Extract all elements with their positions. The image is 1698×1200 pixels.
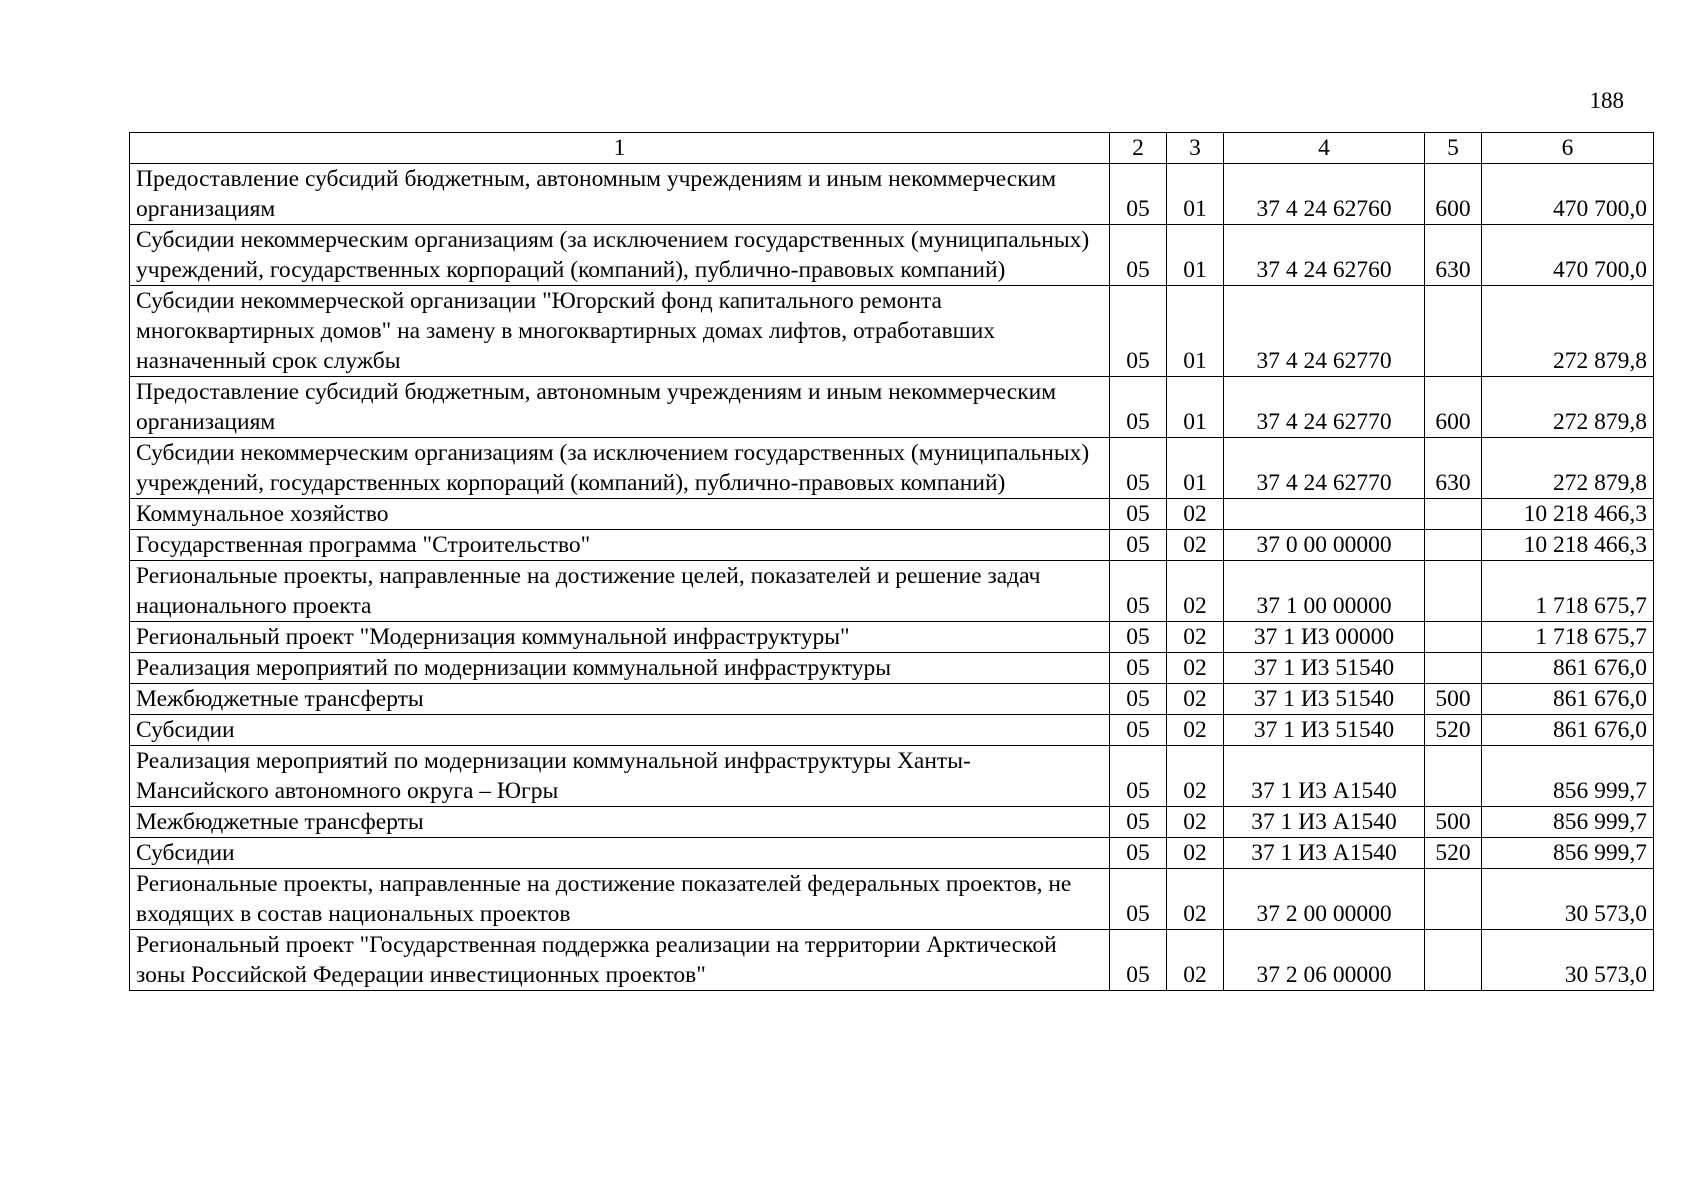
table-row xyxy=(130,653,1654,684)
row-name: Реализация мероприятий по модернизации коммунальной инфраструктуры xyxy=(130,653,1110,684)
table-row xyxy=(130,530,1654,561)
row-amount: 30 573,0 xyxy=(1482,869,1654,930)
row-expense-type xyxy=(1425,930,1482,991)
row-expense-type: 630 xyxy=(1425,438,1482,499)
row-subsection: 02 xyxy=(1167,838,1224,869)
row-amount: 470 700,0 xyxy=(1482,164,1654,225)
table-row xyxy=(130,377,1654,438)
row-subsection: 01 xyxy=(1167,225,1224,286)
row-section: 05 xyxy=(1110,684,1167,715)
row-expense-type: 520 xyxy=(1425,838,1482,869)
row-amount: 10 218 466,3 xyxy=(1482,499,1654,530)
row-subsection: 02 xyxy=(1167,622,1224,653)
row-target-article: 37 1 И3 А1540 xyxy=(1224,746,1425,807)
row-amount: 30 573,0 xyxy=(1482,930,1654,991)
row-amount: 1 718 675,7 xyxy=(1482,622,1654,653)
table-body xyxy=(130,164,1654,991)
table-row xyxy=(130,930,1654,991)
row-section: 05 xyxy=(1110,807,1167,838)
row-target-article: 37 4 24 62760 xyxy=(1224,164,1425,225)
column-header-2: 2 xyxy=(1110,133,1167,164)
row-subsection: 02 xyxy=(1167,807,1224,838)
row-subsection: 01 xyxy=(1167,286,1224,377)
row-name: Межбюджетные трансферты xyxy=(130,684,1110,715)
row-expense-type: 500 xyxy=(1425,807,1482,838)
row-expense-type xyxy=(1425,286,1482,377)
page-number: 188 xyxy=(1589,88,1624,113)
row-expense-type xyxy=(1425,530,1482,561)
row-subsection: 01 xyxy=(1167,164,1224,225)
row-name: Реализация мероприятий по модернизации коммунальной инфраструктуры Ханты-Мансийского автономного округа – Югры xyxy=(130,746,1110,807)
row-subsection: 02 xyxy=(1167,746,1224,807)
column-header-1: 1 xyxy=(130,133,1110,164)
row-name: Предоставление субсидий бюджетным, автономным учреждениям и иным некоммерческим организациям xyxy=(130,377,1110,438)
row-section: 05 xyxy=(1110,746,1167,807)
row-amount: 861 676,0 xyxy=(1482,653,1654,684)
row-subsection: 01 xyxy=(1167,377,1224,438)
row-expense-type xyxy=(1425,499,1482,530)
row-amount: 1 718 675,7 xyxy=(1482,561,1654,622)
row-expense-type xyxy=(1425,869,1482,930)
row-target-article: 37 1 И3 51540 xyxy=(1224,684,1425,715)
row-subsection: 02 xyxy=(1167,653,1224,684)
row-subsection: 01 xyxy=(1167,438,1224,499)
budget-table xyxy=(129,132,1654,991)
row-name: Субсидии xyxy=(130,838,1110,869)
row-target-article: 37 2 00 00000 xyxy=(1224,869,1425,930)
row-amount: 272 879,8 xyxy=(1482,286,1654,377)
row-amount: 856 999,7 xyxy=(1482,838,1654,869)
row-target-article: 37 4 24 62760 xyxy=(1224,225,1425,286)
row-name: Предоставление субсидий бюджетным, автономным учреждениям и иным некоммерческим организациям xyxy=(130,164,1110,225)
column-header-4: 4 xyxy=(1224,133,1425,164)
row-name: Региональные проекты, направленные на достижение целей, показателей и решение задач национального проекта xyxy=(130,561,1110,622)
row-expense-type: 600 xyxy=(1425,164,1482,225)
row-target-article: 37 1 00 00000 xyxy=(1224,561,1425,622)
table-row xyxy=(130,225,1654,286)
row-amount: 272 879,8 xyxy=(1482,438,1654,499)
row-target-article: 37 4 24 62770 xyxy=(1224,377,1425,438)
table-row xyxy=(130,622,1654,653)
row-section: 05 xyxy=(1110,653,1167,684)
row-target-article: 37 0 00 00000 xyxy=(1224,530,1425,561)
row-section: 05 xyxy=(1110,438,1167,499)
row-name: Региональный проект "Государственная поддержка реализации на территории Арктической зоны Российской Федерации инвестиционных проектов" xyxy=(130,930,1110,991)
row-target-article: 37 4 24 62770 xyxy=(1224,286,1425,377)
row-name: Государственная программа "Строительство" xyxy=(130,530,1110,561)
row-amount: 272 879,8 xyxy=(1482,377,1654,438)
table-row xyxy=(130,746,1654,807)
row-name: Региональный проект "Модернизация коммунальной инфраструктуры" xyxy=(130,622,1110,653)
column-header-6: 6 xyxy=(1482,133,1654,164)
row-section: 05 xyxy=(1110,715,1167,746)
row-name: Субсидии xyxy=(130,715,1110,746)
row-section: 05 xyxy=(1110,377,1167,438)
row-name: Субсидии некоммерческим организациям (за исключением государственных (муниципальных) учреждений, государственных корпораций (компаний), публично-правовых компаний) xyxy=(130,438,1110,499)
column-header-3: 3 xyxy=(1167,133,1224,164)
row-name: Региональные проекты, направленные на достижение показателей федеральных проектов, не входящих в состав национальных проектов xyxy=(130,869,1110,930)
row-section: 05 xyxy=(1110,838,1167,869)
row-subsection: 02 xyxy=(1167,684,1224,715)
row-target-article: 37 1 И3 А1540 xyxy=(1224,807,1425,838)
row-target-article: 37 1 И3 51540 xyxy=(1224,653,1425,684)
row-target-article xyxy=(1224,499,1425,530)
row-amount: 856 999,7 xyxy=(1482,807,1654,838)
table-row xyxy=(130,164,1654,225)
row-subsection: 02 xyxy=(1167,715,1224,746)
row-name: Субсидии некоммерческим организациям (за исключением государственных (муниципальных) учреждений, государственных корпораций (компаний), публично-правовых компаний) xyxy=(130,225,1110,286)
table-row xyxy=(130,869,1654,930)
row-section: 05 xyxy=(1110,286,1167,377)
row-section: 05 xyxy=(1110,499,1167,530)
row-expense-type xyxy=(1425,653,1482,684)
table-row xyxy=(130,715,1654,746)
table-row xyxy=(130,838,1654,869)
row-subsection: 02 xyxy=(1167,530,1224,561)
row-amount: 470 700,0 xyxy=(1482,225,1654,286)
row-target-article: 37 2 06 00000 xyxy=(1224,930,1425,991)
row-target-article: 37 1 И3 А1540 xyxy=(1224,838,1425,869)
row-target-article: 37 4 24 62770 xyxy=(1224,438,1425,499)
row-amount: 856 999,7 xyxy=(1482,746,1654,807)
row-expense-type: 630 xyxy=(1425,225,1482,286)
row-section: 05 xyxy=(1110,561,1167,622)
row-amount: 10 218 466,3 xyxy=(1482,530,1654,561)
row-section: 05 xyxy=(1110,164,1167,225)
row-amount: 861 676,0 xyxy=(1482,715,1654,746)
row-subsection: 02 xyxy=(1167,869,1224,930)
row-target-article: 37 1 И3 51540 xyxy=(1224,715,1425,746)
row-section: 05 xyxy=(1110,930,1167,991)
row-subsection: 02 xyxy=(1167,930,1224,991)
table-row xyxy=(130,561,1654,622)
row-expense-type: 520 xyxy=(1425,715,1482,746)
row-amount: 861 676,0 xyxy=(1482,684,1654,715)
table-row xyxy=(130,499,1654,530)
row-name: Коммунальное хозяйство xyxy=(130,499,1110,530)
row-section: 05 xyxy=(1110,225,1167,286)
row-target-article: 37 1 И3 00000 xyxy=(1224,622,1425,653)
row-section: 05 xyxy=(1110,622,1167,653)
table-row xyxy=(130,438,1654,499)
row-expense-type xyxy=(1425,746,1482,807)
row-subsection: 02 xyxy=(1167,561,1224,622)
row-expense-type: 500 xyxy=(1425,684,1482,715)
row-section: 05 xyxy=(1110,530,1167,561)
column-header-5: 5 xyxy=(1425,133,1482,164)
row-expense-type xyxy=(1425,561,1482,622)
header-row xyxy=(130,133,1654,164)
table-row xyxy=(130,684,1654,715)
row-name: Межбюджетные трансферты xyxy=(130,807,1110,838)
table-header xyxy=(130,133,1654,164)
row-section: 05 xyxy=(1110,869,1167,930)
table-row xyxy=(130,286,1654,377)
table-row xyxy=(130,807,1654,838)
row-name: Субсидии некоммерческой организации "Югорский фонд капитального ремонта многоквартирных домов" на замену в многоквартирных домах лифтов, отработавших назначенный срок службы xyxy=(130,286,1110,377)
row-subsection: 02 xyxy=(1167,499,1224,530)
row-expense-type: 600 xyxy=(1425,377,1482,438)
row-expense-type xyxy=(1425,622,1482,653)
